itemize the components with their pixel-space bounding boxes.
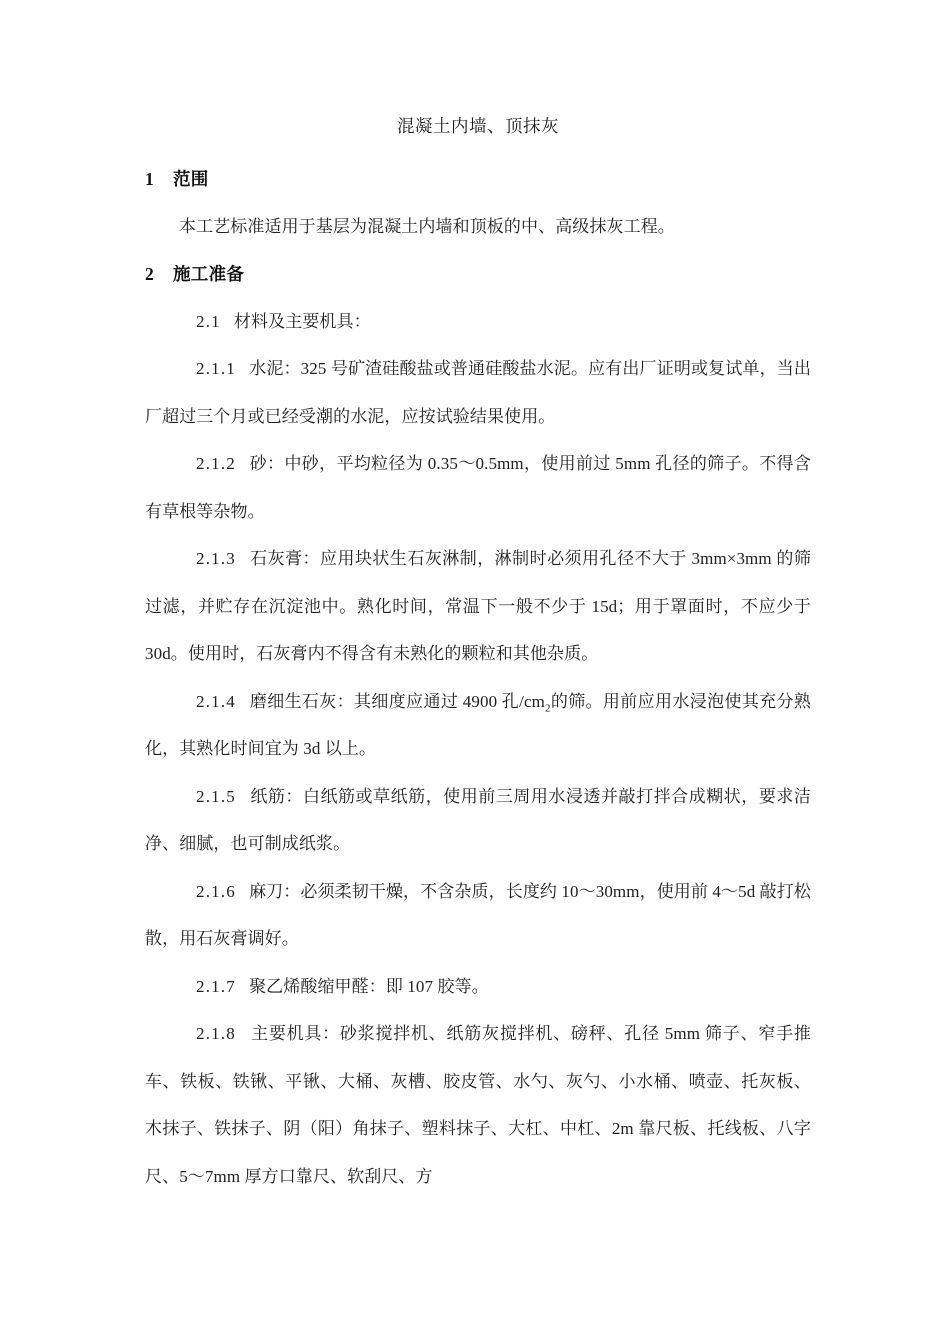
heading-section-1	[145, 156, 811, 203]
paragraph-2-1	[145, 298, 811, 346]
item-text-2-1-3: 石灰膏：应用块状生石灰淋制，淋制时必须用孔径不大于 3mm×3mm 的筛过滤，并贮存在沉淀池中。熟化时间，常温下一般不少于 15d；用于罩面时，不应少于 30d。使用时，石灰膏内不得含有未熟化的颗粒和其他杂质。	[145, 549, 811, 663]
item-number-2-1-5: 2.1.5	[196, 786, 236, 806]
paragraph-2-1-3	[145, 535, 811, 678]
item-text-2-1-6: 麻刀：必须柔韧干燥，不含杂质，长度约 10～30mm，使用前 4～5d 敲打松散，用石灰膏调好。	[145, 881, 811, 948]
item-number-2-1-8: 2.1.8	[196, 1024, 236, 1043]
item-text-2-1-4-before: 磨细生石灰：其细度应通过 4900 孔/cm	[249, 691, 545, 711]
item-number-2-1-6: 2.1.6	[196, 881, 236, 901]
paragraph-2-1-8	[145, 1010, 811, 1200]
item-number-2-1: 2.1	[196, 311, 221, 331]
heading-2-text: 施工准备	[173, 263, 245, 284]
paragraph-2-1-1	[145, 345, 811, 440]
item-text-2-1-7: 聚乙烯酸缩甲醛：即 107 胶等。	[249, 976, 489, 996]
item-text-2-1-4-after: 的筛。用前应用水浸泡使其充分熟化，其熟化时间宜为 3d 以上。	[145, 691, 811, 758]
item-number-2-1-2: 2.1.2	[196, 454, 236, 473]
heading-section-2	[145, 251, 811, 298]
heading-1-text: 范围	[173, 169, 209, 189]
paragraph-2-1-6	[145, 868, 811, 963]
heading-2-number: 2	[145, 263, 155, 284]
item-text-2-1-1: 水泥：325 号矿渣硅酸盐或普通硅酸盐水泥。应有出厂证明或复试单，当出厂超过三个月或已经受潮的水泥，应按试验结果使用。	[145, 359, 811, 426]
paragraph-2-1-5	[145, 773, 811, 868]
paragraph-2-1-7	[145, 963, 811, 1011]
item-subscript-2-1-4: 2	[544, 701, 551, 714]
item-number-2-1-3: 2.1.3	[196, 549, 236, 568]
heading-1-number: 1	[145, 169, 155, 189]
paragraph-section-1-body: 本工艺标准适用于基层为混凝土内墙和顶板的中、高级抹灰工程。	[179, 217, 675, 236]
paragraph-2-1-4	[145, 678, 811, 773]
item-number-2-1-1: 2.1.1	[196, 359, 236, 378]
item-text-2-1-5: 纸筋：白纸筋或草纸筋，使用前三周用水浸透并敲打拌合成糊状，要求洁净、细腻，也可制成纸浆。	[145, 786, 811, 853]
item-text-2-1-8: 主要机具：砂浆搅拌机、纸筋灰搅拌机、磅秤、孔径 5mm 筛子、窄手推车、铁板、铁锹、平锹、大桶、灰槽、胶皮管、水勺、灰勺、小水桶、喷壶、托灰板、木抹子、铁抹子、阴（阳）角抹子、塑料抹子、大杠、中杠、2m 靠尺板、托线板、八字尺、5～7mm 厚方口靠尺、软刮尺、方	[145, 1024, 811, 1186]
item-text-2-1: 材料及主要机具：	[233, 311, 371, 331]
item-number-2-1-7: 2.1.7	[196, 976, 236, 996]
paragraph-2-1-2	[145, 440, 811, 535]
document-content	[145, 106, 811, 1200]
item-number-2-1-4: 2.1.4	[196, 691, 236, 711]
item-text-2-1-2: 砂：中砂，平均粒径为 0.35～0.5mm，使用前过 5mm 孔径的筛子。不得含有草根等杂物。	[145, 454, 811, 521]
page-title: 混凝土内墙、顶抹灰	[397, 116, 559, 136]
